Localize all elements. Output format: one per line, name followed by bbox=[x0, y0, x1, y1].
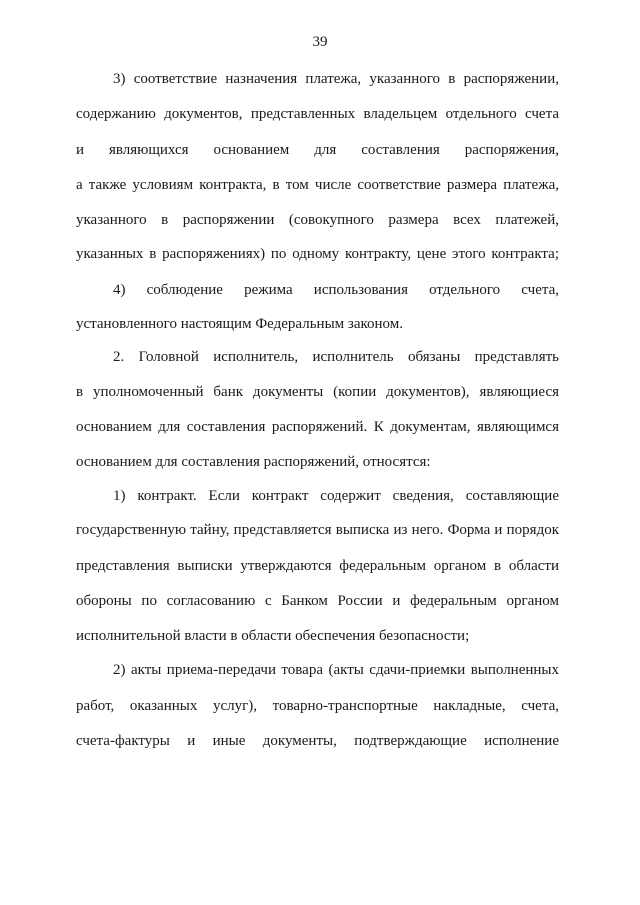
text-line-16: обороны по согласованию с Банком России и федеральным органом bbox=[76, 593, 559, 609]
text-line-7: 4) соблюдение режима использования отдельного счета, bbox=[113, 282, 559, 298]
text-line-13: 1) контракт. Если контракт содержит сведения, составляющие bbox=[113, 488, 559, 504]
text-line-19: работ, оказанных услуг), товарно-транспортные накладные, счета, bbox=[76, 698, 559, 714]
text-line-17: исполнительной власти в области обеспечения безопасности; bbox=[76, 628, 470, 644]
text-line-12: основанием для составления распоряжений, относятся: bbox=[76, 454, 431, 470]
text-line-1: 3) соответствие назначения платежа, указанного в распоряжении, bbox=[113, 71, 559, 87]
text-line-10: в уполномоченный банк документы (копии документов), являющиеся bbox=[76, 384, 559, 400]
text-line-15: представления выписки утверждаются федеральным органом в области bbox=[76, 558, 559, 574]
text-line-4: а также условиям контракта, в том числе соответствие размера платежа, bbox=[76, 177, 559, 193]
text-line-3: и являющихся основанием для составления распоряжения, bbox=[76, 142, 559, 158]
text-line-6: указанных в распоряжениях) по одному контракту, цене этого контракта; bbox=[76, 246, 559, 262]
text-line-20: счета-фактуры и иные документы, подтверждающие исполнение bbox=[76, 733, 559, 749]
text-line-8: установленного настоящим Федеральным законом. bbox=[76, 316, 403, 332]
text-line-9: 2. Головной исполнитель, исполнитель обязаны представлять bbox=[113, 349, 559, 365]
text-line-5: указанного в распоряжении (совокупного размера всех платежей, bbox=[76, 212, 559, 228]
page-number: 39 bbox=[312, 34, 328, 50]
text-line-18: 2) акты приема-передачи товара (акты сдачи-приемки выполненных bbox=[113, 662, 559, 678]
text-line-2: содержанию документов, представленных владельцем отдельного счета bbox=[76, 106, 559, 122]
text-line-11: основанием для составления распоряжений. К документам, являющимся bbox=[76, 419, 559, 435]
text-line-14: государственную тайну, представляется выписка из него. Форма и порядок bbox=[76, 522, 559, 538]
